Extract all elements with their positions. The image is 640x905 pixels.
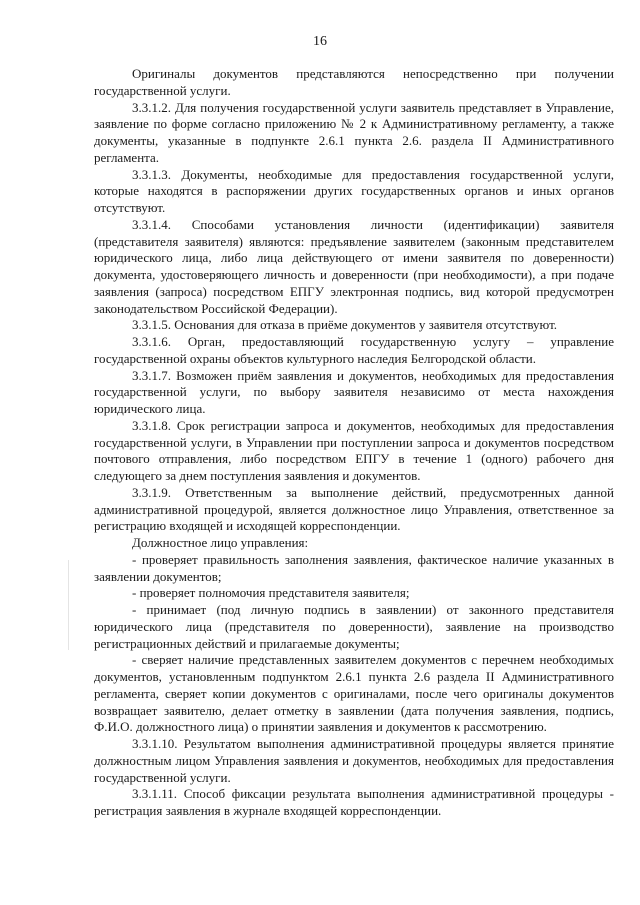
list-item-accept-application: - принимает (под личную подпись в заявлении) от законного представителя юридического лица (представителя по доверенности), заявление на производство регистрационных действий и прилагаемые документы; — [94, 602, 614, 651]
document-body — [94, 66, 614, 820]
paragraph-3-3-1-8: 3.3.1.8. Срок регистрации запроса и документов, необходимых для предоставления государственной услуги, в Управлении при поступлении запроса и документов посредством почтового отправления, либо посредством ЕПГУ в течение 1 (одного) рабочего дня следующего за днем поступления заявления и документов. — [94, 417, 614, 483]
paragraph-official-duties-heading: Должностное лицо управления: — [132, 535, 309, 550]
paragraph-3-3-1-2: 3.3.1.2. Для получения государственной услуги заявитель представляет в Управление, заявление по форме согласно приложению № 2 к Административному регламенту, а также документы, указанные в подпункте 2.6.1 пункта 2.6. раздела II Административного регламента. — [94, 99, 614, 165]
paragraph-3-3-1-5: 3.3.1.5. Основания для отказа в приёме документов у заявителя отсутствуют. — [132, 317, 558, 333]
paragraph-3-3-1-7: 3.3.1.7. Возможен приём заявления и документов, необходимых для предоставления государственной услуги, по выбору заявителя независимо от места нахождения юридического лица. — [94, 367, 614, 416]
scan-margin-mark — [68, 560, 69, 650]
paragraph-3-3-1-10: 3.3.1.10. Результатом выполнения административной процедуры является принятие должностным лицом Управления заявления и документов, необходимых для предоставления государственной услуги. — [94, 736, 614, 785]
paragraph-3-3-1-11: 3.3.1.11. Способ фиксации результата выполнения административной процедуры - регистрация заявления в журнале входящей корреспонденции. — [94, 786, 614, 818]
paragraph-originals: Оригиналы документов представляются непосредственно при получении государственной услуги. — [94, 66, 614, 98]
paragraph-3-3-1-4: 3.3.1.4. Способами установления личности (идентификации) заявителя (представителя заявителя) являются: предъявление заявителем (законным представителем юридического лица, либо лица действующего от имени заявителя по доверенности) документа, удостоверяющего личность и доверенности (при необходимости), а при подаче заявления (запроса) посредством ЕПГУ электронная подпись, вид которой предусмотрен законодательством Российской Федерации). — [94, 216, 614, 316]
page-number: 16 — [313, 34, 327, 49]
paragraph-3-3-1-3: 3.3.1.3. Документы, необходимые для предоставления государственной услуги, которые находятся в распоряжении других государственных органов и иных органов отсутствуют. — [94, 166, 614, 215]
list-item-check-authority: - проверяет полномочия представителя заявителя; — [132, 585, 410, 601]
paragraph-3-3-1-6: 3.3.1.6. Орган, предоставляющий государственную услугу – управление государственной охраны объектов культурного наследия Белгородской области. — [94, 334, 614, 366]
list-item-verify-documents: - сверяет наличие представленных заявителем документов с перечнем необходимых документов, установленным подпунктом 2.6.1 пункта 2.6 раздела II Административного регламента, сверяет копии документов с оригиналами, после чего оригиналы документов возвращает заявителю, делает отметку в заявлении (дата получения заявления, подпись, Ф.И.О. должностного лица) о принятии заявления и документов к рассмотрению. — [94, 652, 614, 735]
paragraph-3-3-1-9: 3.3.1.9. Ответственным за выполнение действий, предусмотренных данной административной процедурой, является должностное лицо Управления, ответственное за регистрацию входящей и исходящей корреспонденции. — [94, 484, 614, 534]
list-item-check-completeness: - проверяет правильность заполнения заявления, фактическое наличие указанных в заявлении документов; — [94, 551, 614, 584]
